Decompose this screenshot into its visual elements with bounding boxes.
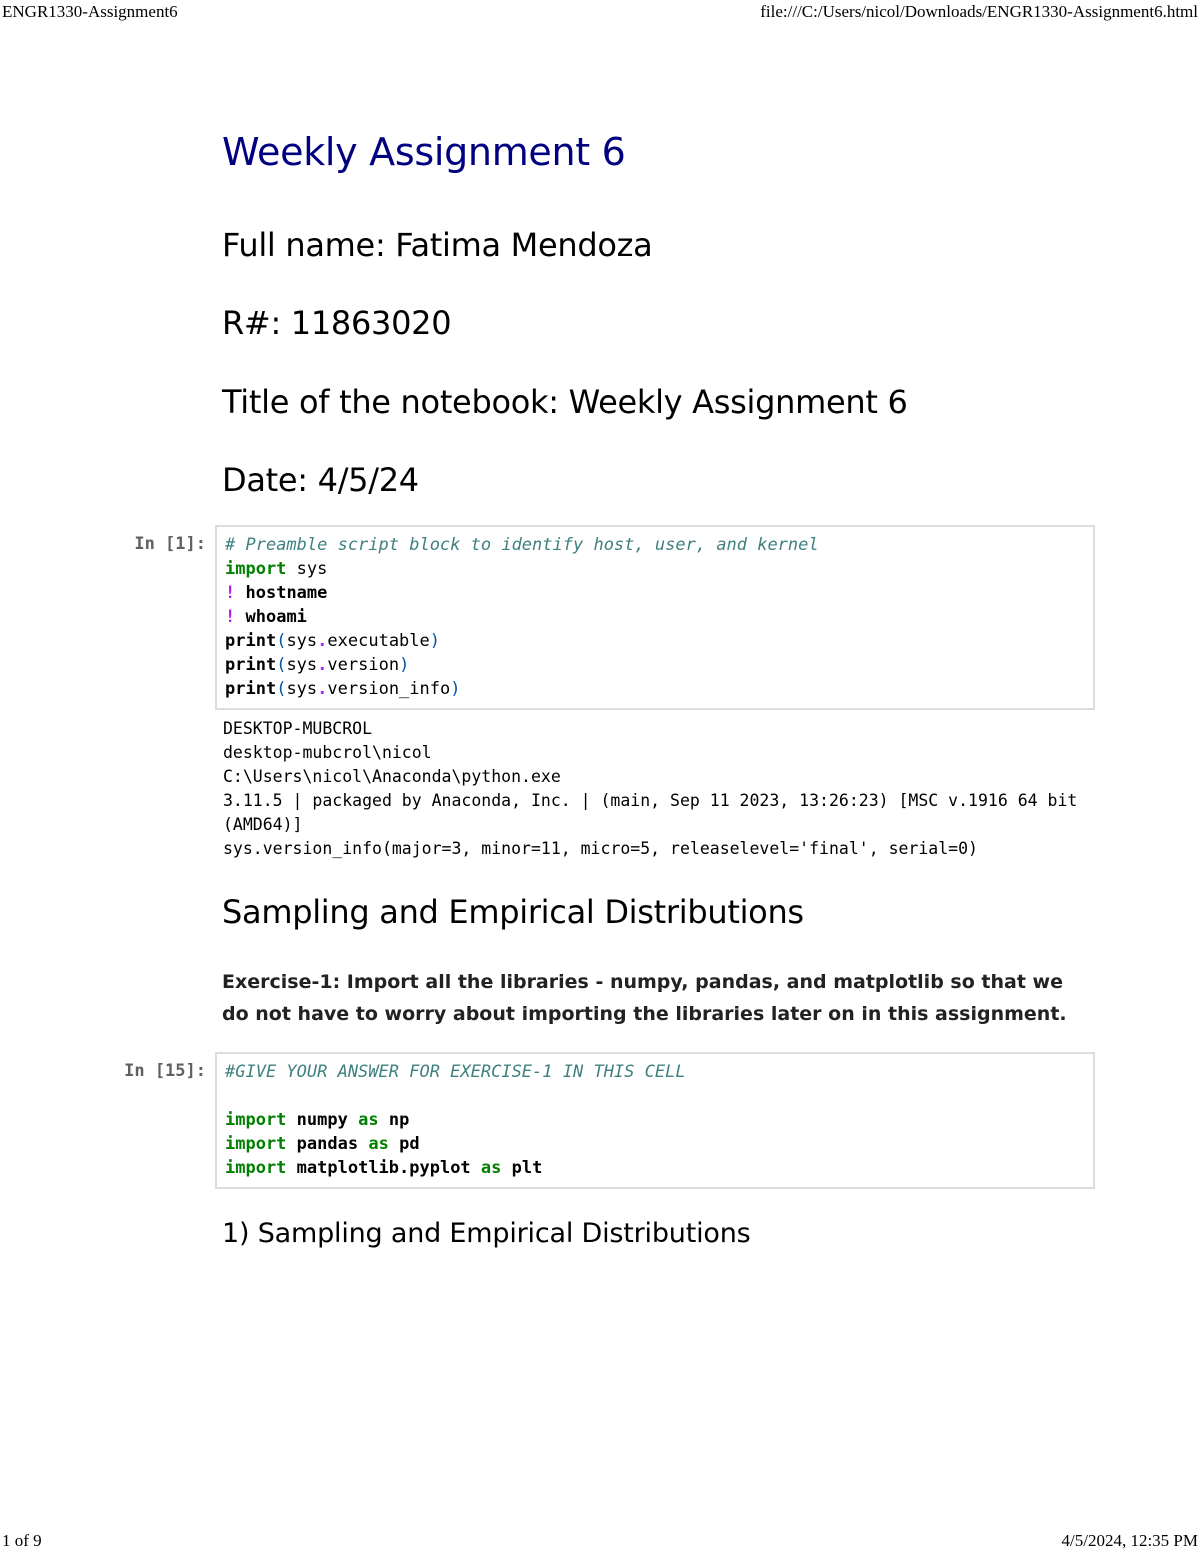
code-line: print(sys.version_info) xyxy=(225,679,461,699)
code-line: import pandas as pd xyxy=(225,1134,420,1154)
cell-1-input[interactable] xyxy=(215,525,1095,710)
date-line: Date: 4/5/24 xyxy=(222,461,419,499)
code-line: import sys xyxy=(225,559,328,579)
output-line: 3.11.5 | packaged by Anaconda, Inc. | (main, Sep 11 2023, 13:26:23) [MSC v.1916 64 bit (AMD64)] xyxy=(223,791,1088,834)
cell-1-code xyxy=(225,533,1085,701)
cell-1-output xyxy=(223,717,1093,861)
output-line: desktop-mubcrol\nicol xyxy=(223,743,432,762)
r-number: R#: 11863020 xyxy=(222,304,452,342)
full-name: Full name: Fatima Mendoza xyxy=(222,226,653,264)
cell-15-input[interactable] xyxy=(215,1052,1095,1189)
notebook-title: Weekly Assignment 6 xyxy=(222,130,626,174)
code-line: print(sys.version) xyxy=(225,655,410,675)
page-number: 1 of 9 xyxy=(2,1531,42,1550)
print-datetime: 4/5/2024, 12:35 PM xyxy=(1061,1531,1198,1550)
notebook-title-line: Title of the notebook: Weekly Assignment 6 xyxy=(222,383,908,421)
output-line: DESKTOP-MUBCROL xyxy=(223,719,373,738)
section-heading: Sampling and Empirical Distributions xyxy=(222,893,804,931)
print-header xyxy=(0,2,1200,26)
subsection-heading: 1) Sampling and Empirical Distributions xyxy=(222,1218,751,1249)
output-line: C:\Users\nicol\Anaconda\python.exe xyxy=(223,767,561,786)
cell-15-prompt: In [15]: xyxy=(124,1061,206,1081)
cell-1-prompt: In [1]: xyxy=(134,534,206,554)
code-line: import matplotlib.pyplot as plt xyxy=(225,1158,543,1178)
code-line xyxy=(225,1084,1085,1108)
code-line: # Preamble script block to identify host, user, and kernel xyxy=(225,535,819,555)
exercise-1-text: Exercise-1: Import all the libraries - numpy, pandas, and matplotlib so that we do not have to worry about importing the libraries later on in this assignment. xyxy=(222,971,1067,1025)
code-line: ! hostname xyxy=(225,583,328,603)
code-line: #GIVE YOUR ANSWER FOR EXERCISE-1 IN THIS CELL xyxy=(225,1062,686,1082)
print-file-url: file:///C:/Users/nicol/Downloads/ENGR1330-Assignment6.html xyxy=(760,2,1198,21)
code-line: ! whoami xyxy=(225,607,307,627)
code-line: import numpy as np xyxy=(225,1110,410,1130)
output-line: sys.version_info(major=3, minor=11, micro=5, releaselevel='final', serial=0) xyxy=(223,839,978,858)
cell-15-code xyxy=(225,1060,1085,1180)
print-footer xyxy=(0,1531,1200,1555)
print-doc-title: ENGR1330-Assignment6 xyxy=(2,2,178,21)
code-line: print(sys.executable) xyxy=(225,631,441,651)
